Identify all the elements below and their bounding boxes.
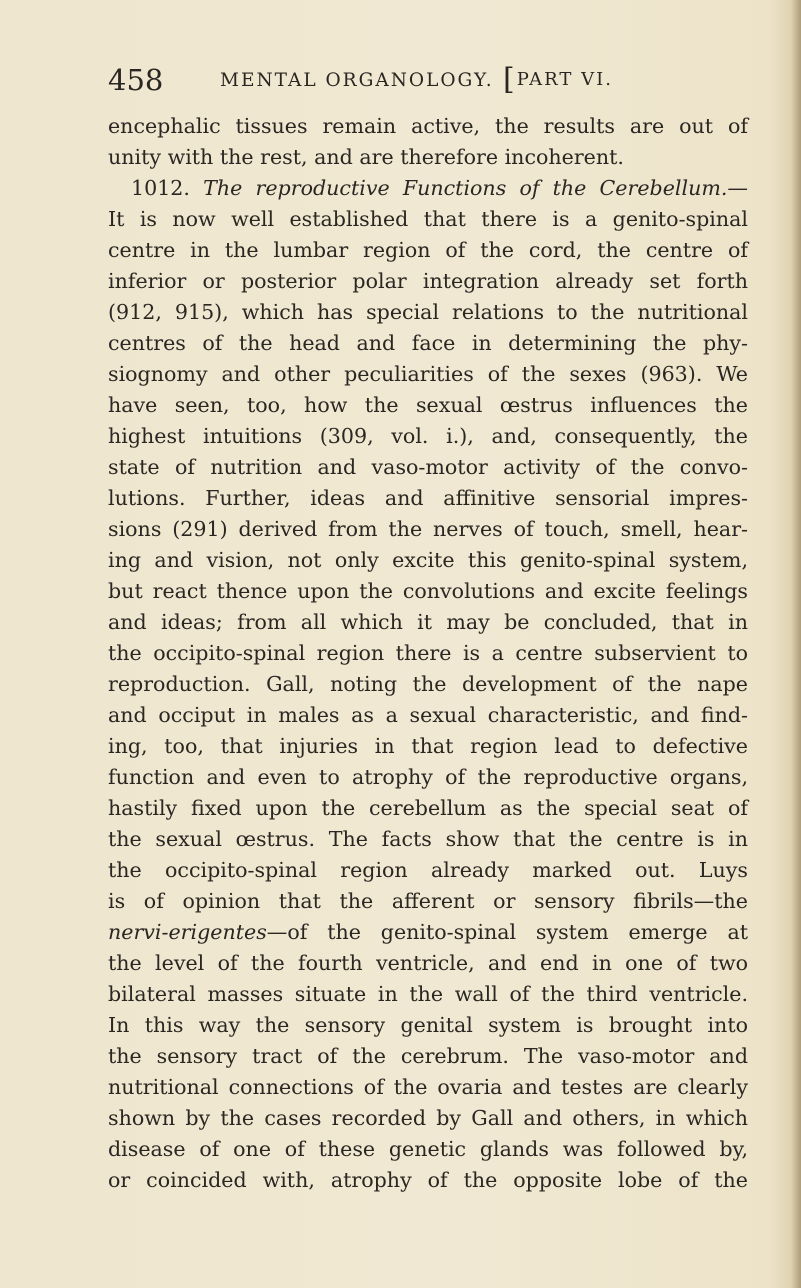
text-line: ing and vision, not only excite this genito-spinal system, bbox=[108, 548, 748, 572]
part-label-text: PART VI. bbox=[516, 69, 613, 90]
text-line: highest intuitions (309, vol. i.), and, consequently, the bbox=[108, 424, 748, 448]
text-line: It is now well established that there is a genito-spinal bbox=[108, 207, 748, 231]
section-heading-line bbox=[108, 173, 748, 204]
text-line: state of nutrition and vaso-motor activity of the convo- bbox=[108, 455, 748, 479]
text-line: but react thence upon the convolutions and excite feelings bbox=[108, 579, 748, 603]
text-line: the sensory tract of the cerebrum. The vaso-motor and bbox=[108, 1044, 748, 1068]
text-line: siognomy and other peculiarities of the sexes (963). We bbox=[108, 362, 748, 386]
text-line: encephalic tissues remain active, the results are out of bbox=[108, 114, 748, 138]
text-line: centre in the lumbar region of the cord, the centre of bbox=[108, 238, 748, 262]
text-line: sions (291) derived from the nerves of touch, smell, hear- bbox=[108, 517, 748, 541]
text-line: (912, 915), which has special relations to the nutritional bbox=[108, 300, 748, 324]
section-number: 1012. bbox=[131, 176, 190, 200]
italic-term: nervi-erigentes bbox=[108, 920, 267, 944]
running-title: MENTAL ORGANOLOGY. bbox=[220, 70, 494, 91]
section-title: The reproductive Functions of the Cerebellum.— bbox=[203, 176, 748, 200]
text-line: the occipito-spinal region there is a centre subservient to bbox=[108, 641, 748, 665]
part-label: [PART VI. bbox=[503, 62, 613, 97]
text-line: inferior or posterior polar integration already set forth bbox=[108, 269, 748, 293]
page-edge-shadow bbox=[791, 0, 801, 1288]
page-number: 458 bbox=[108, 63, 164, 97]
text-line: or coincided with, atrophy of the opposite lobe of the bbox=[108, 1168, 748, 1192]
text-line: shown by the cases recorded by Gall and others, in which bbox=[108, 1106, 748, 1130]
text-line-with-italic bbox=[108, 917, 748, 948]
body-text bbox=[108, 111, 748, 1196]
text-line: and ideas; from all which it may be concluded, that in bbox=[108, 610, 748, 634]
text-line: In this way the sensory genital system is brought into bbox=[108, 1013, 748, 1037]
text-line: have seen, too, how the sexual œstrus influences the bbox=[108, 393, 748, 417]
text-line: the sexual œstrus. The facts show that the centre is in bbox=[108, 827, 748, 851]
text-line: disease of one of these genetic glands was followed by, bbox=[108, 1137, 748, 1161]
text-line: the occipito-spinal region already marked out. Luys bbox=[108, 858, 748, 882]
text-line: function and even to atrophy of the reproductive organs, bbox=[108, 765, 748, 789]
text-line: lutions. Further, ideas and affinitive sensorial impres- bbox=[108, 486, 748, 510]
text-line: reproduction. Gall, noting the development of the nape bbox=[108, 672, 748, 696]
text-line: unity with the rest, and are therefore incoherent. bbox=[108, 145, 624, 169]
text-line: ing, too, that injuries in that region lead to defective bbox=[108, 734, 748, 758]
text-line: is of opinion that the afferent or sensory fibrils—the bbox=[108, 889, 748, 913]
text-line: centres of the head and face in determining the phy- bbox=[108, 331, 748, 355]
text-line: hastily fixed upon the cerebellum as the special seat of bbox=[108, 796, 748, 820]
text-line: nutritional connections of the ovaria and testes are clearly bbox=[108, 1075, 748, 1099]
text-line: the level of the fourth ventricle, and end in one of two bbox=[108, 951, 748, 975]
text-fragment: —of the genito-spinal system emerge at bbox=[266, 920, 748, 944]
text-line: and occiput in males as a sexual characteristic, and find- bbox=[108, 703, 748, 727]
text-line: bilateral masses situate in the wall of the third ventricle. bbox=[108, 982, 748, 1006]
page-header bbox=[108, 62, 728, 102]
